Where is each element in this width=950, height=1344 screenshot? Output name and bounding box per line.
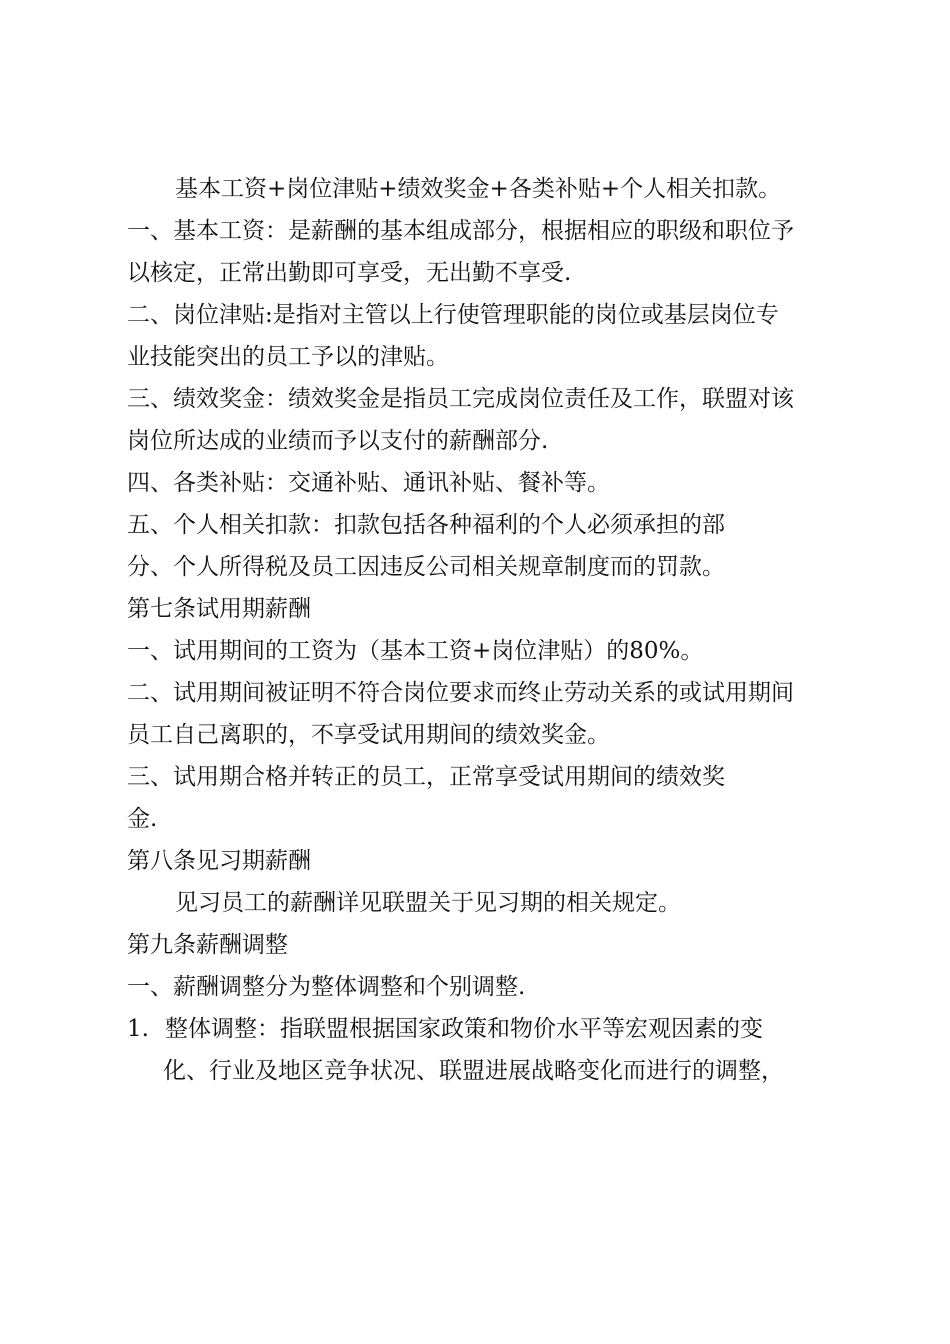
paragraph-line: 分、个人所得税及员工因违反公司相关规章制度而的罚款。 xyxy=(127,554,725,580)
section-heading-article-8: 第八条见习期薪酬 xyxy=(127,848,311,874)
paragraph-line: 岗位所达成的业绩而予以支付的薪酬部分. xyxy=(127,428,549,454)
paragraph-line: 一、试用期间的工资为（基本工资+岗位津贴）的80%。 xyxy=(127,638,704,664)
numbered-list-item xyxy=(127,1008,847,1050)
paragraph-line: 三、绩效奖金：绩效奖金是指员工完成岗位责任及工作，联盟对该 xyxy=(127,386,794,412)
document-body xyxy=(127,168,847,1092)
salary-formula: 基本工资+岗位津贴+绩效奖金+各类补贴+个人相关扣款。 xyxy=(175,176,782,202)
paragraph-line: 五、个人相关扣款：扣款包括各种福利的个人必须承担的部 xyxy=(127,512,725,538)
paragraph-line: 三、试用期合格并转正的员工，正常享受试用期间的绩效奖 xyxy=(127,764,725,790)
list-number: 1. xyxy=(127,1016,149,1042)
paragraph-line: 以核定，正常出勤即可享受，无出勤不享受. xyxy=(127,260,572,286)
list-item-text: 整体调整：指联盟根据国家政策和物价水平等宏观因素的变 xyxy=(165,1016,763,1042)
paragraph-line: 员工自己离职的，不享受试用期间的绩效奖金。 xyxy=(127,722,610,748)
section-heading-article-7: 第七条试用期薪酬 xyxy=(127,596,311,622)
section-heading-article-9: 第九条薪酬调整 xyxy=(127,932,288,958)
paragraph-line: 一、薪酬调整分为整体调整和个别调整. xyxy=(127,974,526,1000)
paragraph-line: 二、岗位津贴:是指对主管以上行使管理职能的岗位或基层岗位专 xyxy=(127,302,779,328)
paragraph-line: 二、试用期间被证明不符合岗位要求而终止劳动关系的或试用期间 xyxy=(127,680,794,706)
list-item-continuation: 化、行业及地区竞争状况、联盟进展战略变化而进行的调整， xyxy=(163,1058,784,1084)
paragraph-line: 金. xyxy=(127,806,158,832)
paragraph-line: 一、基本工资：是薪酬的基本组成部分，根据相应的职级和职位予 xyxy=(127,218,794,244)
paragraph-line: 见习员工的薪酬详见联盟关于见习期的相关规定。 xyxy=(175,890,681,916)
paragraph-line: 业技能突出的员工予以的津贴。 xyxy=(127,344,449,370)
paragraph-line: 四、各类补贴：交通补贴、通讯补贴、餐补等。 xyxy=(127,470,610,496)
